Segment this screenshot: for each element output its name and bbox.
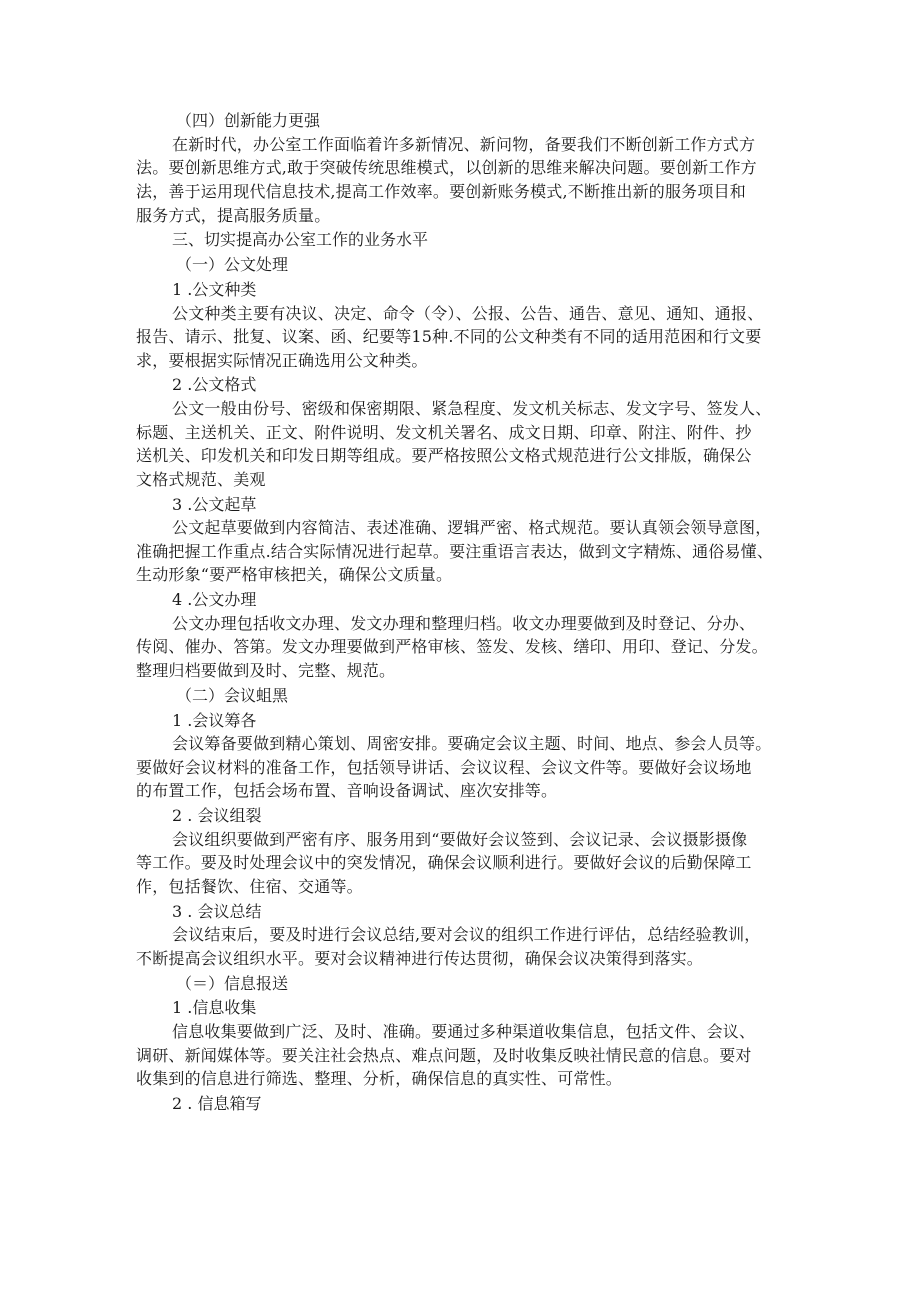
item-heading: 2 . 会议组裂: [172, 806, 262, 826]
paragraph-first-line: 公文种类主要有决议、决定、命令（令）、公报、公告、通告、意见、通知、通报、: [172, 303, 764, 323]
paragraph-line: 等工作。要及时处理会议中的突发情况，确保会议顺利进行。要做好会议的后勤保障工: [136, 853, 752, 873]
paragraph-line: 的布置工作，包括会场布置、音响设备调试、座次安排等。: [136, 781, 558, 801]
paragraph-line: 要做好会议材料的准备工作，包括领导讲话、会议议程、会议文件等。要做好会议场地: [136, 757, 752, 777]
item-heading: 1 .公文种类: [172, 279, 257, 299]
paragraph-first-line: 公文起草要做到内容简洁、表述准确、逻辑严密、格式规范。要认真领会领导意图，: [172, 518, 772, 538]
paragraph-first-line: 会议结束后，要及时进行会议总结,要对会议的组织工作进行评估，总结经验教训，: [172, 925, 761, 945]
subsection-heading: （二）会议蛆黑: [176, 685, 289, 705]
paragraph-line: 法。要创新思维方式,敢于突破传统思维模式，以创新的思维来解决问题。要创新工作方: [136, 158, 757, 178]
paragraph-line: 法，善于运用现代信息技术,提高工作效率。要创新账务模式,不断推出新的服务项目和: [136, 181, 746, 201]
paragraph-line: 调研、新闻媒体等。要关注社会热点、难点问题，及时收集反映社情民意的信息。要对: [136, 1045, 752, 1065]
paragraph-line: 整理归档要做到及时、完整、规范。: [136, 660, 396, 680]
paragraph-line: 准确把握工作重点.结合实际情况进行起草。要注重语言表达，做到文字精炼、通俗易懂、: [136, 541, 774, 561]
paragraph-line: 文格式规范、美观: [136, 469, 266, 489]
paragraph-first-line: 在新时代，办公室工作面临着许多新情况、新问物，备要我们不断创新工作方式方: [172, 134, 756, 154]
paragraph-first-line: 会议筹备要做到精心策划、周密安排。要确定会议主题、时间、地点、参会人员等。: [172, 734, 772, 754]
subsection-heading: （＝）信息报送: [176, 973, 289, 993]
subsection-heading: （一）公文处理: [176, 255, 289, 275]
item-heading: 2 . 信息箱写: [172, 1093, 262, 1113]
document-body: [136, 108, 786, 1116]
paragraph-line: 求，要根据实际情况正确选用公文种类。: [136, 350, 428, 370]
paragraph-line: 不断提高会议组织水平。要对会议精神进行传达贯彻，确保会议决策得到落实。: [136, 948, 704, 968]
item-heading: 3 .公文起草: [172, 494, 257, 514]
paragraph-line: 传阅、催办、答第。发文办理要做到严格审核、签发、发核、缮印、用印、登记、分发。: [136, 637, 768, 657]
item-heading: 4 .公文办理: [172, 590, 257, 610]
paragraph-line: 报告、请示、批复、议案、函、纪要等15种.不同的公文种类有不同的适用范困和行文要: [136, 327, 762, 347]
paragraph-line: 作，包括餐饮、住宿、交通等。: [136, 876, 363, 896]
paragraph-line: 送机关、印发机关和印发日期等组成。要严格按照公文格式规范进行公文排版，确保公: [136, 446, 752, 466]
paragraph-line: 服务方式，提高服务质量。: [136, 205, 331, 225]
item-heading: 2 .公文格式: [172, 375, 257, 395]
paragraph-line: 生动形象“要严格审核把关，确保公文质量。: [136, 565, 453, 585]
paragraph-first-line: 会议组织要做到严密有序、服务用到“要做好会议签到、会议记录、会议摄影摄像: [172, 829, 748, 849]
item-heading: 1 .信息收集: [172, 998, 257, 1018]
subsection-heading: （四）创新能力更强: [176, 111, 321, 131]
section-heading: 三、切实提高办公室工作的业务水平: [172, 230, 429, 250]
paragraph-line: 收集到的信息进行筛选、整理、分析，确保信息的真实性、可常性。: [136, 1069, 623, 1089]
paragraph-first-line: 公文办理包括收文办理、发文办理和整理归档。收文办理要做到及时登记、分办、: [172, 613, 756, 633]
item-heading: 1 .会议筹各: [172, 710, 257, 730]
paragraph-first-line: 信息收集要做到广泛、及时、准确。要通过多种渠道收集信息，包括文件、会议、: [172, 1022, 756, 1041]
paragraph-first-line: 公文一般由份号、密级和保密期限、紧急程度、发文机关标志、发文字号、签发人、: [172, 399, 772, 419]
paragraph-line: 标题、主送机关、正文、附件说明、发文机关署名、成文日期、印章、附注、附件、抄: [136, 422, 752, 442]
item-heading: 3 . 会议总结: [172, 901, 262, 921]
